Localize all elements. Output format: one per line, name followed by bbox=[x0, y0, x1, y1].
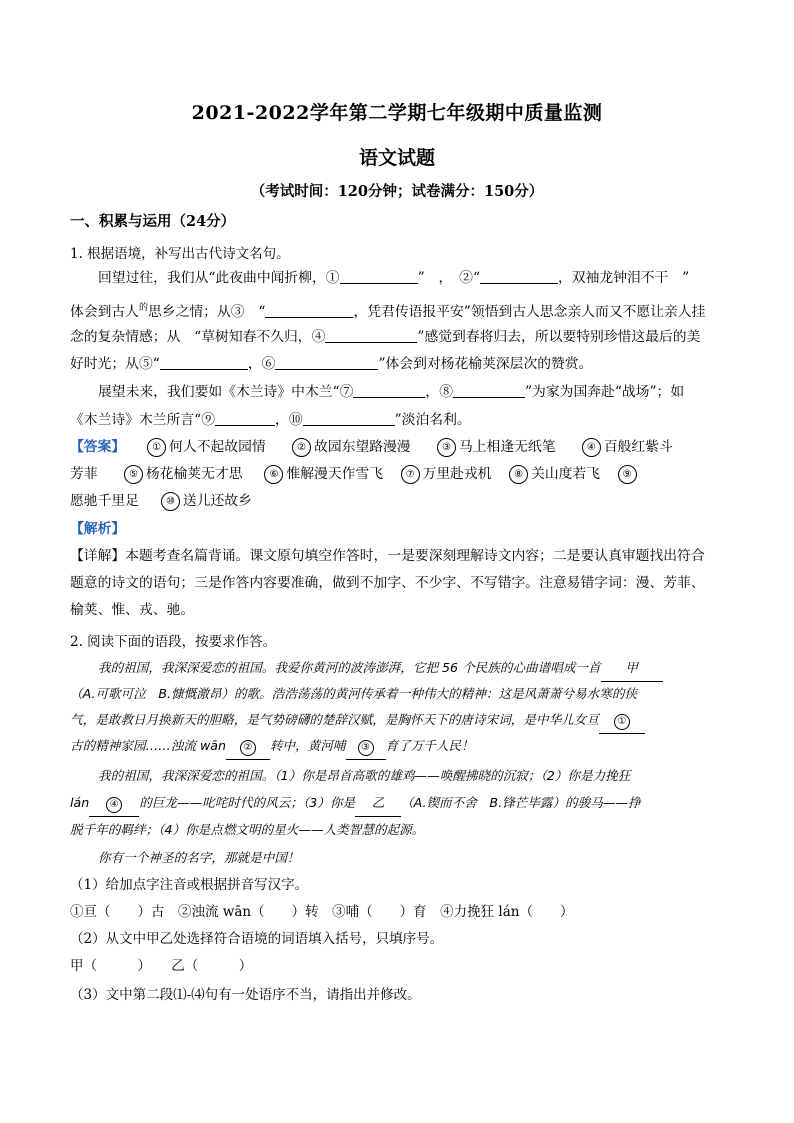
blank-2 bbox=[226, 733, 270, 760]
text: 展望未来，我们要如《木兰诗》中木兰“⑦ bbox=[98, 384, 354, 400]
text: 《木兰诗》木兰所言“⑨ bbox=[70, 412, 216, 428]
q1-line-2 bbox=[70, 296, 725, 324]
sub-question-2: （2）从文中甲乙处选择符合语境的词语填入括号，只填序号。 bbox=[70, 931, 444, 947]
blank bbox=[480, 268, 558, 284]
question-2-prompt: 2. 阅读下面的语段，按要求作答。 bbox=[70, 634, 277, 650]
blank bbox=[265, 302, 353, 318]
text: 气，是敢教日月换新天的胆略，是气势磅礴的楚辞汉赋，是胸怀天下的唐诗宋词，是中华儿女亘 bbox=[70, 712, 599, 727]
blank bbox=[453, 382, 525, 398]
answer-line-3 bbox=[70, 489, 725, 513]
text: ”为家为国奔赴“战场”；如 bbox=[525, 384, 685, 400]
exam-subject: 语文试题 bbox=[358, 147, 435, 169]
answer-number: ⑥ bbox=[264, 465, 283, 484]
answer-text: 万里赴戎机 bbox=[422, 466, 492, 482]
circle-number: ② bbox=[240, 740, 256, 756]
exam-title: 2021-2022学年第二学期七年级期中质量监测 bbox=[191, 102, 603, 124]
passage-p1-line-1 bbox=[70, 655, 753, 682]
text: （A.锲而不舍 B.锋芒毕露）的骏马——挣 bbox=[401, 795, 641, 810]
question-1-prompt: 1. 根据语境，补写出古代诗文名句。 bbox=[70, 246, 290, 262]
text: ” ， ②“ bbox=[417, 270, 481, 286]
q1-line-5 bbox=[70, 380, 753, 404]
circle-number: ① bbox=[614, 714, 630, 730]
text: ，双袖龙钟泪不干 ” bbox=[558, 270, 690, 286]
passage-p2-line-2 bbox=[70, 790, 725, 817]
text: ”体会到对杨花榆荚深层次的赞赏。 bbox=[378, 356, 593, 372]
q1-line-3 bbox=[70, 325, 725, 349]
text: ”淡泊名利。 bbox=[394, 412, 471, 428]
answer-tag: 【答案】 bbox=[70, 439, 126, 455]
answer-number: ④ bbox=[582, 438, 601, 457]
blank-yi: 乙 bbox=[355, 790, 401, 817]
q1-line-6 bbox=[70, 408, 725, 432]
analysis-tag: 【解析】 bbox=[70, 521, 126, 537]
text: lán bbox=[70, 795, 90, 810]
sub-question-1: （1）给加点字注音或根据拼音写汉字。 bbox=[70, 877, 309, 893]
analysis-tag-line bbox=[70, 517, 725, 541]
blank-1 bbox=[599, 707, 645, 734]
answer-text: 马上相逢无纸笔 bbox=[458, 439, 556, 455]
q1-line-1 bbox=[70, 266, 753, 290]
blank bbox=[340, 268, 418, 284]
blank bbox=[160, 354, 248, 370]
circle-number: ③ bbox=[358, 740, 374, 756]
text: 体会到古人 bbox=[70, 304, 139, 320]
answer-text: 关山度若飞 bbox=[531, 466, 601, 482]
text: 古的精神家园……浊流 wān bbox=[70, 738, 226, 753]
text: 回望过往，我们从“此夜曲中闻折柳，① bbox=[98, 270, 340, 286]
text: 育了万千人民！ bbox=[385, 738, 474, 753]
passage-p2-line-3: 脱千年的羁绊；（4）你是点燃文明的星火——人类智慧的起源。 bbox=[70, 822, 425, 837]
answer-number: ② bbox=[292, 438, 311, 457]
q1-line-4 bbox=[70, 352, 725, 376]
section-heading: 一、积累与运用（24分） bbox=[70, 213, 236, 230]
exam-info: （考试时间：120分钟；试卷满分：150分） bbox=[250, 183, 544, 200]
text: 的巨龙——叱咤时代的风云；（3）你是 bbox=[139, 795, 356, 810]
text: 我的祖国，我深深爱恋的祖国。我爱你黄河的波涛澎湃，它把 56 个民族的心曲谱唱成一首 bbox=[98, 660, 601, 675]
answer-text: 芳菲 bbox=[70, 466, 98, 482]
answer-line-1 bbox=[70, 435, 725, 459]
superscript: 的 bbox=[138, 303, 148, 313]
answer-text: 百般红紫斗 bbox=[603, 439, 673, 455]
blank bbox=[325, 327, 417, 343]
text: ，⑩ bbox=[275, 412, 303, 428]
sub-question-2-items: 甲（ ） 乙（ ） bbox=[70, 958, 253, 974]
answer-number: ⑩ bbox=[161, 492, 180, 511]
blank-jia: 甲 bbox=[601, 655, 663, 682]
detail-line-1: 【详解】本题考查名篇背诵。课文原句填空作答时，一是要深刻理解诗文内容；二是要认真审题找出符合 bbox=[70, 548, 705, 564]
passage-p3: 你有一个神圣的名字，那就是中国！ bbox=[98, 850, 300, 865]
text: ”感觉到春将归去，所以要特别珍惜这最后的美 bbox=[417, 329, 701, 345]
blank bbox=[275, 354, 378, 370]
sub-question-1-items: ①亘（ ）古 ②浊流 wān（ ）转 ③哺（ ）育 ④力挽狂 lán（ ） bbox=[70, 904, 574, 920]
answer-text: 故园东望路漫漫 bbox=[314, 439, 411, 455]
text: 念的复杂情感；从 “草树知春不久归，④ bbox=[70, 329, 326, 345]
answer-number: ⑨ bbox=[618, 465, 637, 484]
blank bbox=[353, 382, 425, 398]
answer-text: 惟解漫天作雪飞 bbox=[286, 466, 384, 482]
text: 好时光；从⑤“ bbox=[70, 356, 160, 372]
passage-p1-line-2: （A.可歌可泣 B.慷慨激昂）的歌。浩浩荡荡的黄河传承着一种伟大的精神：这是风萧萧兮易水寒的侠 bbox=[70, 686, 638, 701]
answer-number: ⑧ bbox=[509, 465, 528, 484]
answer-line-2 bbox=[70, 462, 725, 486]
answer-number: ① bbox=[147, 438, 166, 457]
blank-4 bbox=[89, 790, 139, 817]
text: 转中，黄河哺 bbox=[269, 738, 346, 753]
detail-line-3: 榆荚、惟、戎、驰。 bbox=[70, 602, 195, 618]
blank bbox=[303, 410, 395, 426]
text: ，⑥ bbox=[247, 356, 276, 372]
blank-3 bbox=[346, 733, 386, 760]
answer-number: ③ bbox=[437, 438, 456, 457]
sub-question-3: （3）文中第二段⑴-⑷句有一处语序不当，请指出并修改。 bbox=[70, 987, 421, 1003]
answer-number: ⑤ bbox=[124, 465, 143, 484]
blank bbox=[215, 410, 275, 426]
text: ，凭君传语报平安”领悟到古人思念亲人而又不愿让亲人挂 bbox=[353, 304, 706, 320]
passage-p1-line-4 bbox=[70, 733, 725, 760]
answer-text: 愿驰千里足 bbox=[70, 493, 139, 509]
answer-number: ⑦ bbox=[401, 465, 420, 484]
passage-p2-line-1: 我的祖国，我深深爱恋的祖国。（1）你是昂首高歌的雄鸡——唤醒拂晓的沉寂；（2）你是力挽狂 bbox=[98, 768, 631, 783]
detail-line-2: 题意的诗文的语句；三是作答内容要准确，做到不加字、不少字、不写错字。注意易错字词：漫、芳菲、 bbox=[70, 575, 705, 591]
text: ，⑧ bbox=[425, 384, 453, 400]
circle-number: ④ bbox=[106, 797, 122, 813]
passage-p1-line-3 bbox=[70, 707, 725, 734]
text: 思乡之情；从③ “ bbox=[148, 304, 266, 320]
answer-text: 何人不起故园情 bbox=[169, 439, 266, 455]
answer-text: 杨花榆荚无才思 bbox=[145, 466, 243, 482]
answer-text: 送儿还故乡 bbox=[182, 493, 252, 509]
